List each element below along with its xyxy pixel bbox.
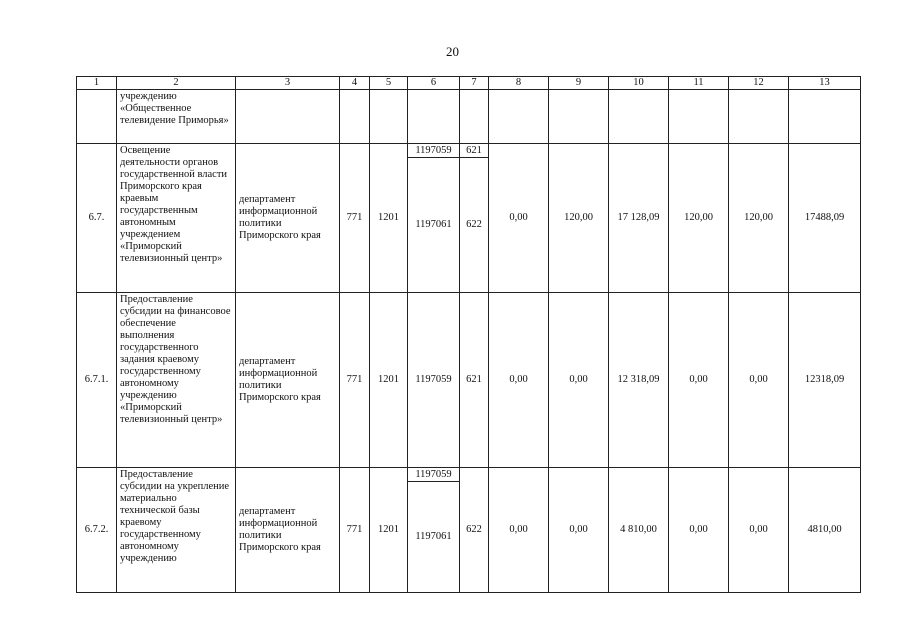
code-cell — [408, 468, 460, 593]
cell — [460, 90, 489, 144]
code-line: 1197059 — [408, 144, 459, 158]
row-number — [77, 90, 117, 144]
page-number: 20 — [446, 44, 459, 59]
column-header: 1 — [77, 77, 117, 90]
cell: 622 — [460, 468, 489, 593]
column-header: 8 — [489, 77, 549, 90]
cell: 0,00 — [549, 293, 609, 468]
table-row — [77, 144, 861, 293]
row-description: Предоставление субсидии на финансовое обеспечение выполнения государственного задания краевому государственному автономному учреждению «Приморский телевизионный центр» — [117, 293, 236, 468]
column-header: 7 — [460, 77, 489, 90]
cell: 4 810,00 — [609, 468, 669, 593]
cell: 0,00 — [669, 468, 729, 593]
code-stack — [408, 468, 459, 592]
cell — [408, 90, 460, 144]
column-header: 4 — [340, 77, 370, 90]
code-cell — [460, 144, 489, 293]
cell — [489, 90, 549, 144]
cell: 1197059 — [408, 293, 460, 468]
column-header: 6 — [408, 77, 460, 90]
cell: 1201 — [370, 144, 408, 293]
row-number: 6.7.1. — [77, 293, 117, 468]
cell: 0,00 — [489, 293, 549, 468]
cell: 771 — [340, 293, 370, 468]
row-number: 6.7. — [77, 144, 117, 293]
cell — [729, 90, 789, 144]
cell: 0,00 — [729, 468, 789, 593]
table-row — [77, 90, 861, 144]
cell: 0,00 — [549, 468, 609, 593]
code-cell — [408, 144, 460, 293]
cell — [789, 90, 861, 144]
cell: 12318,09 — [789, 293, 861, 468]
cell: 120,00 — [549, 144, 609, 293]
cell: 12 318,09 — [609, 293, 669, 468]
row-department: департамент информационной политики Приморского края — [236, 144, 340, 293]
row-description: учреждению «Общественное телевидение Приморья» — [117, 90, 236, 144]
cell: 1201 — [370, 468, 408, 593]
cell — [370, 90, 408, 144]
table-row — [77, 293, 861, 468]
code-line: 1197061 — [415, 531, 452, 542]
column-header: 2 — [117, 77, 236, 90]
column-header: 12 — [729, 77, 789, 90]
column-header: 11 — [669, 77, 729, 90]
row-description: Предоставление субсидии на укрепление материально технической базы краевому государственному автономному учреждению — [117, 468, 236, 593]
row-department: департамент информационной политики Приморского края — [236, 468, 340, 593]
cell: 4810,00 — [789, 468, 861, 593]
code-stack — [460, 144, 488, 292]
cell — [340, 90, 370, 144]
row-department — [236, 90, 340, 144]
cell — [669, 90, 729, 144]
code-line: 621 — [460, 144, 488, 158]
code-stack — [408, 144, 459, 292]
column-header: 10 — [609, 77, 669, 90]
cell: 771 — [340, 468, 370, 593]
column-header: 3 — [236, 77, 340, 90]
cell: 0,00 — [669, 293, 729, 468]
header-row — [77, 77, 861, 90]
cell: 1201 — [370, 293, 408, 468]
column-header: 9 — [549, 77, 609, 90]
cell: 17488,09 — [789, 144, 861, 293]
cell: 0,00 — [489, 468, 549, 593]
cell: 120,00 — [669, 144, 729, 293]
cell: 771 — [340, 144, 370, 293]
cell: 0,00 — [489, 144, 549, 293]
cell: 0,00 — [729, 293, 789, 468]
cell: 621 — [460, 293, 489, 468]
cell: 17 128,09 — [609, 144, 669, 293]
budget-table — [76, 76, 861, 593]
cell: 120,00 — [729, 144, 789, 293]
row-department: департамент информационной политики Приморского края — [236, 293, 340, 468]
cell — [549, 90, 609, 144]
code-line: 1197061 — [415, 219, 452, 230]
row-description: Освещение деятельности органов государственной власти Приморского края краевым государственным автономным учреждением «Приморский телевизионный центр» — [117, 144, 236, 293]
code-line: 622 — [466, 219, 482, 230]
column-header: 13 — [789, 77, 861, 90]
code-line: 1197059 — [408, 468, 459, 482]
row-number: 6.7.2. — [77, 468, 117, 593]
column-header: 5 — [370, 77, 408, 90]
table-row — [77, 468, 861, 593]
cell — [609, 90, 669, 144]
